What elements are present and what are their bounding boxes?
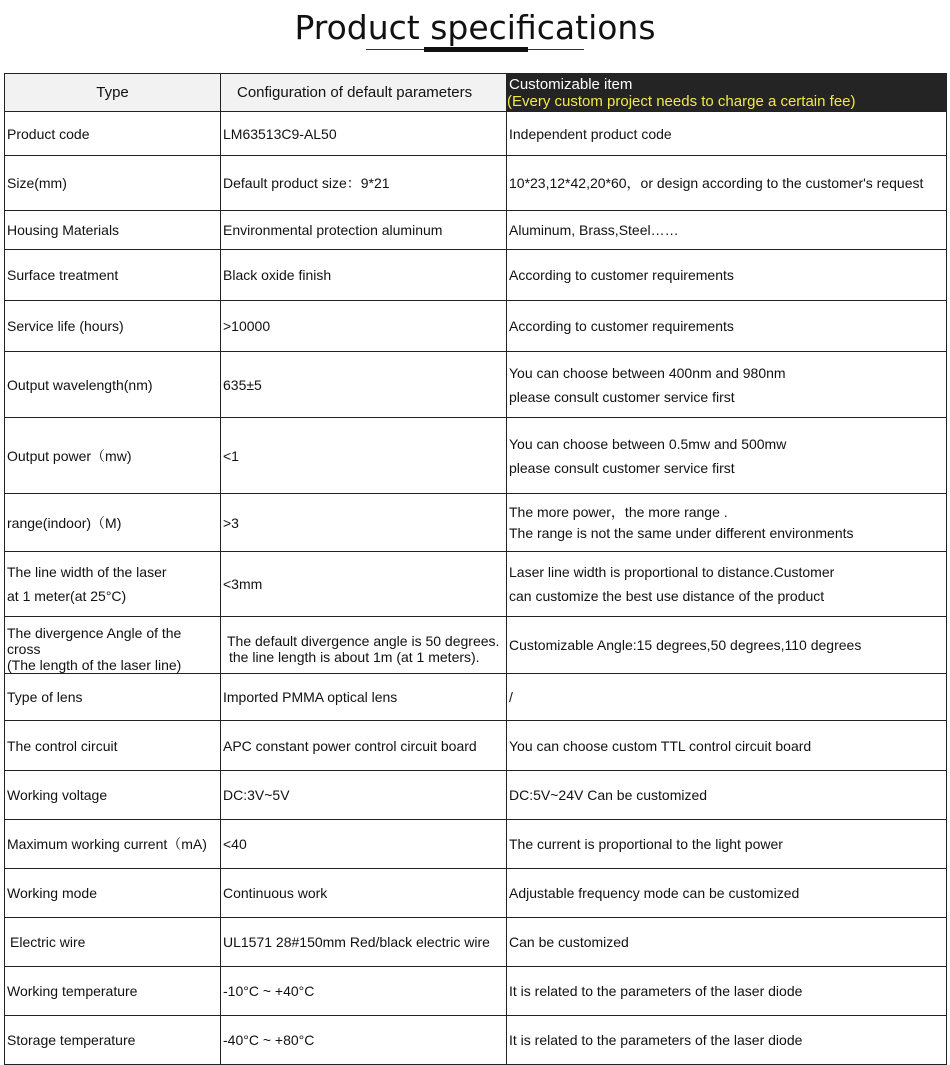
table-row	[5, 771, 947, 820]
row-custom: It is related to the parameters of the laser diode	[507, 1016, 947, 1065]
row-default: Black oxide finish	[221, 250, 507, 301]
row-type	[5, 552, 221, 617]
row-custom: Customizable Angle:15 degrees,50 degrees,110 degrees	[507, 617, 947, 674]
row-custom: 10*23,12*42,20*60，or design according to the customer's request	[507, 156, 947, 211]
row-type-line2: at 1 meter(at 25°C)	[7, 588, 127, 604]
row-type: Electric wire	[5, 918, 221, 967]
row-type: Housing Materials	[5, 211, 221, 250]
row-type: Service life (hours)	[5, 301, 221, 352]
row-custom: You can choose custom TTL control circuit board	[507, 721, 947, 771]
table-row	[5, 301, 947, 352]
table-row	[5, 1016, 947, 1065]
row-type: Output wavelength(nm)	[5, 352, 221, 418]
table-row	[5, 918, 947, 967]
table-row	[5, 552, 947, 617]
row-custom	[507, 494, 947, 552]
row-type: Surface treatment	[5, 250, 221, 301]
row-custom-line2: can customize the best use distance of the product	[509, 588, 825, 604]
row-custom-line1: You can choose between 400nm and 980nm	[509, 364, 786, 381]
row-type: Type of lens	[5, 674, 221, 721]
row-type	[5, 617, 221, 674]
header-row	[5, 74, 947, 112]
row-custom: According to customer requirements	[507, 250, 947, 301]
row-custom: DC:5V~24V Can be customized	[507, 771, 947, 820]
row-type-line1: The line width of the laser	[7, 564, 167, 580]
page-title: Product specifications	[294, 8, 656, 47]
row-default: APC constant power control circuit board	[221, 721, 507, 771]
row-type: Maximum working current（mA)	[5, 820, 221, 869]
table-row	[5, 418, 947, 494]
row-custom-line1: The more power，the more range .	[509, 503, 728, 520]
row-type: Output power（mw)	[5, 418, 221, 494]
spec-table	[4, 73, 947, 1065]
row-default: <3mm	[221, 552, 507, 617]
row-type: Size(mm)	[5, 156, 221, 211]
row-default: LM63513C9-AL50	[221, 112, 507, 156]
row-custom-line2: please consult customer service first	[509, 459, 735, 476]
row-custom-line1: Laser line width is proportional to distance.Customer	[509, 564, 835, 580]
row-default: >10000	[221, 301, 507, 352]
row-custom: /	[507, 674, 947, 721]
row-custom: It is related to the parameters of the laser diode	[507, 967, 947, 1016]
row-default-line2: the line length is about 1m (at 1 meters).	[229, 649, 480, 665]
row-default: >3	[221, 494, 507, 552]
row-custom-line1: You can choose between 0.5mw and 500mw	[509, 435, 787, 452]
table-row	[5, 211, 947, 250]
row-custom	[507, 418, 947, 494]
table-row	[5, 820, 947, 869]
row-default: -10°C ~ +40°C	[221, 967, 507, 1016]
row-default-line1: The default divergence angle is 50 degrees.	[227, 633, 500, 649]
row-custom-line2: The range is not the same under different environments	[509, 524, 854, 541]
row-default: Environmental protection aluminum	[221, 211, 507, 250]
title-underline-accent	[424, 47, 528, 52]
row-custom: Independent product code	[507, 112, 947, 156]
row-custom: The current is proportional to the light power	[507, 820, 947, 869]
row-default: 635±5	[221, 352, 507, 418]
row-default: UL1571 28#150mm Red/black electric wire	[221, 918, 507, 967]
row-default	[221, 617, 507, 674]
row-custom: Adjustable frequency mode can be customized	[507, 869, 947, 918]
row-custom-line2: please consult customer service first	[509, 388, 735, 405]
header-custom	[507, 74, 947, 112]
header-default: Configuration of default parameters	[221, 74, 507, 112]
row-type: Working mode	[5, 869, 221, 918]
table-row	[5, 869, 947, 918]
header-custom-label: Customizable item	[509, 75, 633, 93]
row-custom	[507, 552, 947, 617]
header-type: Type	[5, 74, 221, 112]
row-default: Continuous work	[221, 869, 507, 918]
row-default: <1	[221, 418, 507, 494]
table-row	[5, 967, 947, 1016]
row-type-line1: The divergence Angle of the cross	[7, 625, 182, 657]
row-default: -40°C ~ +80°C	[221, 1016, 507, 1065]
table-row	[5, 156, 947, 211]
row-custom: According to customer requirements	[507, 301, 947, 352]
row-default: Default product size：9*21	[221, 156, 507, 211]
title-area	[0, 0, 950, 70]
row-type: Product code	[5, 112, 221, 156]
row-type: Working voltage	[5, 771, 221, 820]
row-custom: Can be customized	[507, 918, 947, 967]
table-row	[5, 250, 947, 301]
table-row	[5, 617, 947, 674]
row-custom	[507, 352, 947, 418]
table-row	[5, 352, 947, 418]
table-row	[5, 721, 947, 771]
table-row	[5, 674, 947, 721]
header-custom-note: (Every custom project needs to charge a certain fee)	[507, 92, 856, 110]
table-row	[5, 112, 947, 156]
table-row	[5, 494, 947, 552]
row-type-line2: (The length of the laser line)	[7, 657, 182, 673]
row-default: DC:3V~5V	[221, 771, 507, 820]
row-default: <40	[221, 820, 507, 869]
row-type: Storage temperature	[5, 1016, 221, 1065]
row-type: The control circuit	[5, 721, 221, 771]
row-default: Imported PMMA optical lens	[221, 674, 507, 721]
row-custom: Aluminum, Brass,Steel……	[507, 211, 947, 250]
row-type: range(indoor)（M)	[5, 494, 221, 552]
row-type: Working temperature	[5, 967, 221, 1016]
